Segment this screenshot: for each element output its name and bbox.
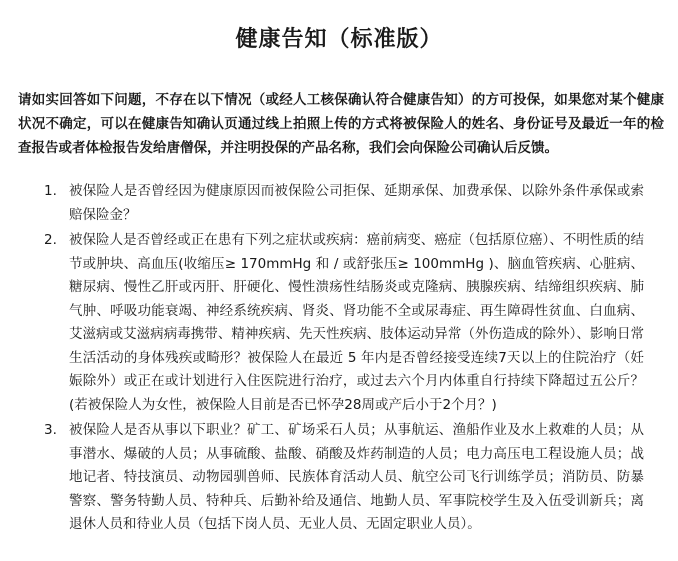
question-list bbox=[44, 180, 644, 539]
question-item-3 bbox=[44, 419, 644, 537]
question-number: 2. bbox=[44, 232, 57, 248]
question-text: 被保险人是否从事以下职业？矿工、矿场采石人员；从事航运、渔船作业及水上救难的人员；从事潜水、爆破的人员；从事硫酸、盐酸、硝酸及炸药制造的人员；电力高压电工程设施人员；战地记者、特技演员、动物园驯兽师、民族体育活动人员、航空公司飞行训练学员；消防员、防暴警察、警务特勤人员、特种兵、后勤补给及通信、地勤人员、军事院校学生及入伍受训新兵；离退休人员和待业人员（包括下岗人员、无业人员、无固定职业人员）。 bbox=[69, 422, 644, 532]
question-text: 被保险人是否曾经因为健康原因而被保险公司拒保、延期承保、加费承保、以除外条件承保或索赔保险金？ bbox=[69, 183, 644, 223]
question-text: 被保险人是否曾经或正在患有下列之症状或疾病：癌前病变、癌症（包括原位癌）、不明性质的结节或肿块、高血压(收缩压≥ 170mmHg 和 / 或舒张压≥ 100mmHg )、脑血管疾病、心脏病、糖尿病、慢性乙肝或丙肝、肝硬化、慢性溃疡性结肠炎或克隆病、胰腺疾病、结缔组织疾病、肺气肿、呼吸功能衰竭、神经系统疾病、肾炎、肾功能不全或尿毒症、再生障碍性贫血、白血病、艾滋病或艾滋病病毒携带、精神疾病、先天性疾病、肢体运动异常（外伤造成的除外）、影响日常生活活动的身体残疾或畸形？被保险人在最近 5 年内是否曾经接受连续7天以上的住院治疗（妊娠除外）或正在或计划进行入住医院进行治疗，或过去六个月内体重自行持续下降超过五公斤？(若被保险人为女性，被保险人目前是否已怀孕28周或产后小于2个月？) bbox=[69, 232, 644, 413]
question-number: 1. bbox=[44, 183, 57, 199]
intro-paragraph: 请如实回答如下问题，不存在以下情况（或经人工核保确认符合健康告知）的方可投保，如果您对某个健康状况不确定，可以在健康告知确认页通过线上拍照上传的方式将被保险人的姓名、身份证号及最近一年的检查报告或者体检报告发给唐僧保，并注明投保的产品名称，我们会向保险公司确认后反馈。 bbox=[18, 92, 664, 156]
question-number: 3. bbox=[44, 422, 57, 438]
page-title: 健康告知（标准版） bbox=[235, 27, 443, 52]
question-item-1 bbox=[44, 180, 644, 227]
question-item-2 bbox=[44, 229, 644, 417]
